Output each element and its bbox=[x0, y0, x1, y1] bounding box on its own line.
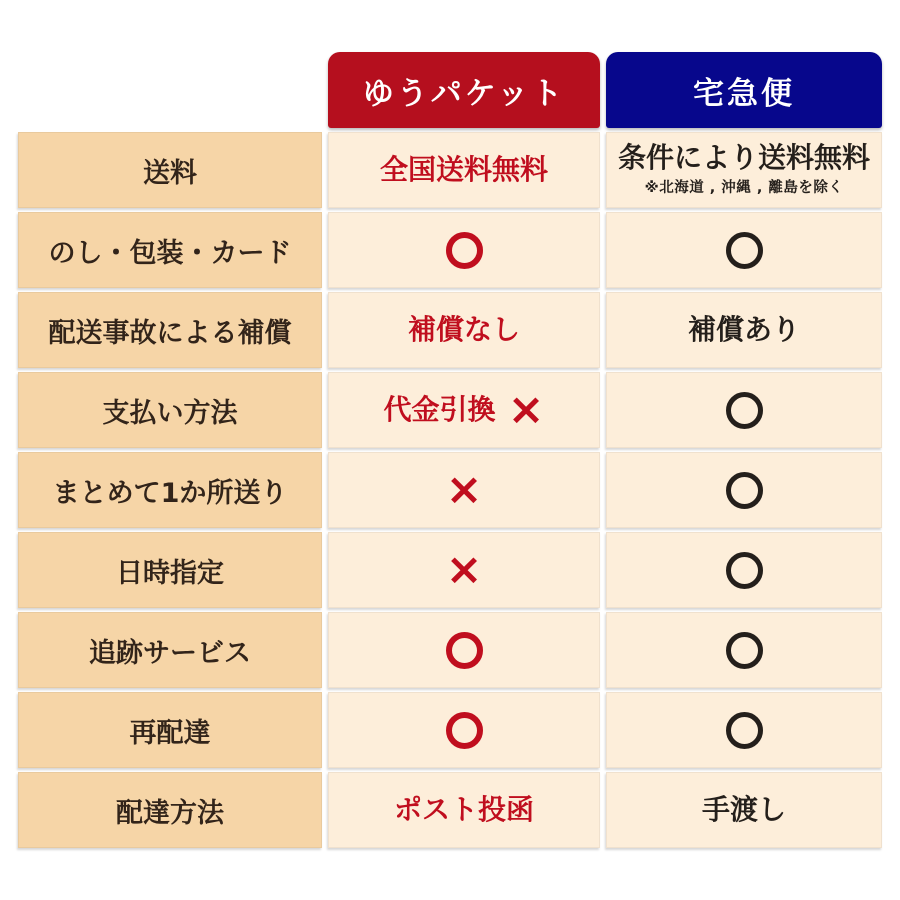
value-cell-takkyubin bbox=[606, 372, 882, 448]
value-text: 全国送料無料 bbox=[379, 152, 548, 186]
circle-mark-icon bbox=[726, 232, 763, 269]
circle-mark-icon bbox=[446, 232, 483, 269]
value-cell-takkyubin bbox=[606, 292, 882, 368]
circle-mark-icon bbox=[726, 552, 763, 589]
row-label: 追跡サービス bbox=[18, 612, 322, 688]
cross-mark-icon: × bbox=[445, 464, 483, 515]
value-cell-yu-packet bbox=[328, 692, 600, 768]
cross-mark-icon: × bbox=[445, 544, 483, 595]
value-cell-yu-packet bbox=[328, 452, 600, 528]
row-label: 日時指定 bbox=[18, 532, 322, 608]
row-label: 再配達 bbox=[18, 692, 322, 768]
value-cell-takkyubin bbox=[606, 212, 882, 288]
value-text: ポスト投函 bbox=[393, 792, 534, 826]
circle-mark-icon bbox=[446, 712, 483, 749]
value-cell-takkyubin bbox=[606, 532, 882, 608]
value-cell-yu-packet bbox=[328, 212, 600, 288]
circle-mark-icon bbox=[726, 712, 763, 749]
value-text: 補償なし bbox=[407, 312, 520, 346]
cross-mark-icon: × bbox=[507, 384, 545, 435]
value-text: 条件により送料無料 bbox=[617, 140, 870, 174]
value-note: ※北海道 , 沖縄 , 離島を除く bbox=[644, 180, 844, 197]
column-header-yu-packet: ゆうパケット bbox=[328, 52, 600, 128]
row-label: まとめて1か所送り bbox=[18, 452, 322, 528]
value-cell-yu-packet bbox=[328, 772, 600, 848]
value-cell-takkyubin bbox=[606, 452, 882, 528]
value-cell-yu-packet bbox=[328, 292, 600, 368]
row-label: のし・包装・カード bbox=[18, 212, 322, 288]
value-text: 代金引換 bbox=[383, 392, 496, 426]
value-cell-takkyubin bbox=[606, 772, 882, 848]
header-spacer bbox=[18, 52, 322, 128]
column-header-takkyubin: 宅急便 bbox=[606, 52, 882, 128]
value-cell-yu-packet bbox=[328, 612, 600, 688]
comparison-table bbox=[18, 52, 882, 848]
value-text: 手渡し bbox=[701, 792, 786, 826]
value-cell-takkyubin bbox=[606, 692, 882, 768]
value-cell-takkyubin bbox=[606, 132, 882, 208]
row-label: 配送事故による補償 bbox=[18, 292, 322, 368]
circle-mark-icon bbox=[726, 472, 763, 509]
row-label: 配達方法 bbox=[18, 772, 322, 848]
circle-mark-icon bbox=[446, 632, 483, 669]
value-cell-yu-packet bbox=[328, 132, 600, 208]
value-cell-yu-packet bbox=[328, 532, 600, 608]
row-label: 支払い方法 bbox=[18, 372, 322, 448]
circle-mark-icon bbox=[726, 392, 763, 429]
value-cell-takkyubin bbox=[606, 612, 882, 688]
value-text: 補償あり bbox=[687, 312, 800, 346]
circle-mark-icon bbox=[726, 632, 763, 669]
row-label: 送料 bbox=[18, 132, 322, 208]
value-cell-yu-packet bbox=[328, 372, 600, 448]
